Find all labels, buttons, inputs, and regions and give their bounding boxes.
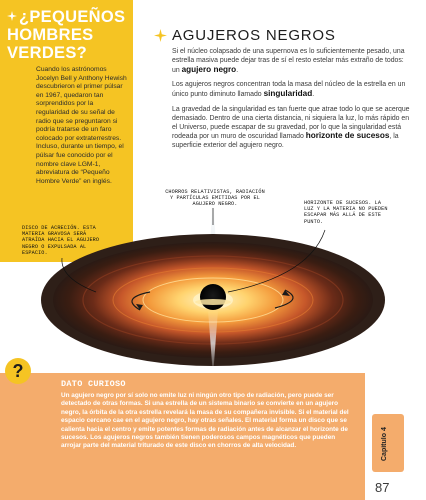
paragraph-1 [172, 48, 412, 75]
star-icon [154, 29, 167, 42]
question-icon: ? [5, 358, 31, 384]
label-horizon: HORIZONTE DE SUCESOS. LA LUZ Y LA MATERIA NO PUEDEN ESCAPAR MÁS ALLÁ DE ESTE PUNTO. [304, 200, 388, 225]
fact-title: DATO CURIOSO [61, 379, 126, 389]
sidebar-body: Cuando los astrónomos Jocelyn Bell y Anthony Hewish descubrieron el primer púlsar en 1967, quedaron tan sorprendidos por la regularidad de su señal de radio que se preguntaron si podría tratarse de un faro colocado por extraterrestres. Incluso, durante un tiempo, el púlsar fue conocido por el nombre clave LGM-1, abreviatura de “Pequeño Hombre Verde” en inglés. [36, 66, 127, 185]
term-agujero-negro: agujero negro [181, 64, 237, 74]
term-singularidad: singularidad [263, 89, 313, 99]
section-title: AGUJEROS NEGROS [172, 27, 336, 44]
p3-text: La gravedad de la singularidad es tan fuerte que atrae todo lo que se acerque demasiado. Dentro de una cierta distancia, ni siquiera la luz, lo más rápido en el Universo, puede escapar de su gravedad, por lo que la singularidad está rodeada por un muro de oscuridad llamado [172, 105, 410, 141]
label-jets: CHORROS RELATIVISTAS, RADIACIÓN Y PARTÍCULAS EMITIDAS POR EL AGUJERO NEGRO. [165, 189, 265, 208]
sidebar-title-text: ¿PEQUEÑOS HOMBRES VERDES? [7, 8, 126, 62]
section-body [172, 48, 412, 157]
sparkle-icon [7, 11, 17, 21]
p1-end: . [236, 66, 239, 74]
page-number: 87 [375, 480, 390, 495]
paragraph-3 [172, 106, 412, 151]
event-horizon [200, 284, 226, 310]
section-heading [154, 27, 336, 44]
p3-end: , la superficie exterior del agujero negro. [172, 133, 399, 150]
term-horizonte: horizonte de sucesos [305, 131, 390, 141]
chapter-label: Capítulo 4 [381, 427, 388, 461]
paragraph-2 [172, 81, 412, 100]
fact-body: Un agujero negro por sí solo no emite luz ni ningún otro tipo de radiación, pero puede ser detectado de otras formas. Si una estrella de un sistema binario se convierte en un agujero negro, la órbita de la otra estrella revelará la masa de su compañera invisible. Si el material del espacio cercano cae en el agujero negro, hay otras señales. El material forma un disco que se calienta hacia el centro y emite potentes formas de radiación antes de alcanzar el horizonte de sucesos. Los agujeros negros también tienen poderosos campos magnéticos que pueden arrojar parte del material triturado de este disco en chorros de alta velocidad. [61, 392, 349, 450]
p2-text: Los agujeros negros concentran toda la masa del núcleo de la estrella en un único punto diminuto llamado [172, 81, 406, 99]
p2-end: . [312, 91, 315, 99]
p1-text: Si el núcleo colapsado de una supernova es lo suficientemente pesado, una estrella masiva puede dejar tras de sí el resto estelar más extraño de todos: un [172, 48, 405, 74]
label-disc: DISCO DE ACRECIÓN. ESTA MATERIA GRAVOSA SERÁ ATRAÍDA HACIA EL AGUJERO NEGRO O EXPULSADA AL ESPACIO. [22, 225, 100, 256]
sidebar-title [7, 8, 133, 62]
